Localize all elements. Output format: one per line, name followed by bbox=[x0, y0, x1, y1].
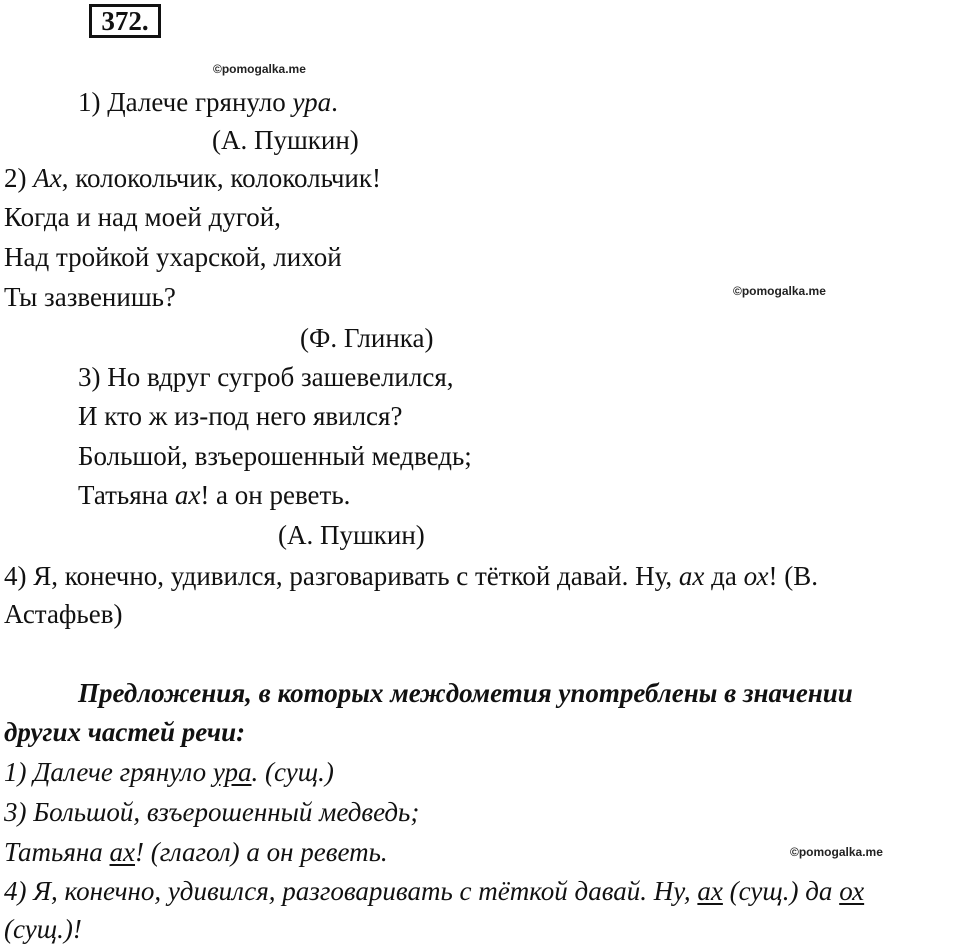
underlined-word: ох bbox=[839, 876, 865, 906]
poem3-line-3: Большой, взъерошенный медведь; bbox=[78, 441, 472, 471]
poem3-line-1: 3) Но вдруг сугроб зашевелился, bbox=[78, 362, 454, 392]
interjection-word: ах bbox=[678, 561, 705, 591]
interjection-word: ох bbox=[743, 561, 769, 591]
answer-heading-line-2: других частей речи: bbox=[4, 717, 246, 747]
poem2-line-2: Когда и над моей дугой, bbox=[4, 202, 281, 232]
text: 4) Я, конечно, удивился, разговаривать с тёткой давай. Ну, bbox=[4, 876, 698, 906]
underlined-word: ура bbox=[212, 757, 252, 787]
answer-3-line-1: 3) Большой, взъерошенный медведь; bbox=[4, 797, 420, 827]
text: Татьяна bbox=[4, 837, 110, 867]
poem3-author: (А. Пушкин) bbox=[278, 520, 425, 550]
text: (сущ.) да bbox=[722, 876, 840, 906]
text: 4) Я, конечно, удивился, разговаривать с тёткой давай. Ну, bbox=[4, 561, 679, 591]
exercise-number: 372. bbox=[89, 4, 161, 38]
interjection-word: ура bbox=[292, 87, 332, 117]
sentence4-line-2: Астафьев) bbox=[4, 599, 123, 629]
text: ! а он реветь. bbox=[200, 480, 351, 510]
poem3-line-2: И кто ж из-под него явился? bbox=[78, 401, 403, 431]
text: . (сущ.) bbox=[251, 757, 334, 787]
underlined-word: ах bbox=[697, 876, 723, 906]
sentence4-line-1 bbox=[4, 561, 818, 591]
text: 2) bbox=[4, 163, 34, 193]
text: 1) Далече грянуло bbox=[78, 87, 293, 117]
poem2-author: (Ф. Глинка) bbox=[300, 323, 434, 353]
poem1-author: (А. Пушкин) bbox=[212, 125, 359, 155]
watermark: ©pomogalka.me bbox=[733, 284, 826, 298]
watermark: ©pomogalka.me bbox=[213, 62, 306, 76]
text: Татьяна bbox=[78, 480, 175, 510]
text: 1) Далече грянуло bbox=[4, 757, 213, 787]
text: ! (В. bbox=[768, 561, 819, 591]
text: да bbox=[704, 561, 744, 591]
watermark: ©pomogalka.me bbox=[790, 845, 883, 859]
poem1-line bbox=[78, 87, 338, 117]
answer-heading-line-1: Предложения, в которых междометия употреблены в значении bbox=[78, 678, 853, 708]
poem2-line-1 bbox=[4, 163, 381, 193]
text: . bbox=[331, 87, 338, 117]
poem3-line-4 bbox=[78, 480, 350, 510]
answer-3-line-2 bbox=[4, 837, 388, 867]
underlined-word: ах bbox=[109, 837, 136, 867]
interjection-word: Ах bbox=[33, 163, 62, 193]
text: , колокольчик, колокольчик! bbox=[61, 163, 381, 193]
answer-4-line-1 bbox=[4, 876, 864, 906]
answer-1 bbox=[4, 757, 334, 787]
interjection-word: ах bbox=[174, 480, 201, 510]
text: ! (глагол) а он реветь. bbox=[135, 837, 388, 867]
answer-4-line-2: (сущ.)! bbox=[4, 914, 82, 944]
poem2-line-4: Ты зазвенишь? bbox=[4, 282, 176, 312]
poem2-line-3: Над тройкой ухарской, лихой bbox=[4, 242, 342, 272]
